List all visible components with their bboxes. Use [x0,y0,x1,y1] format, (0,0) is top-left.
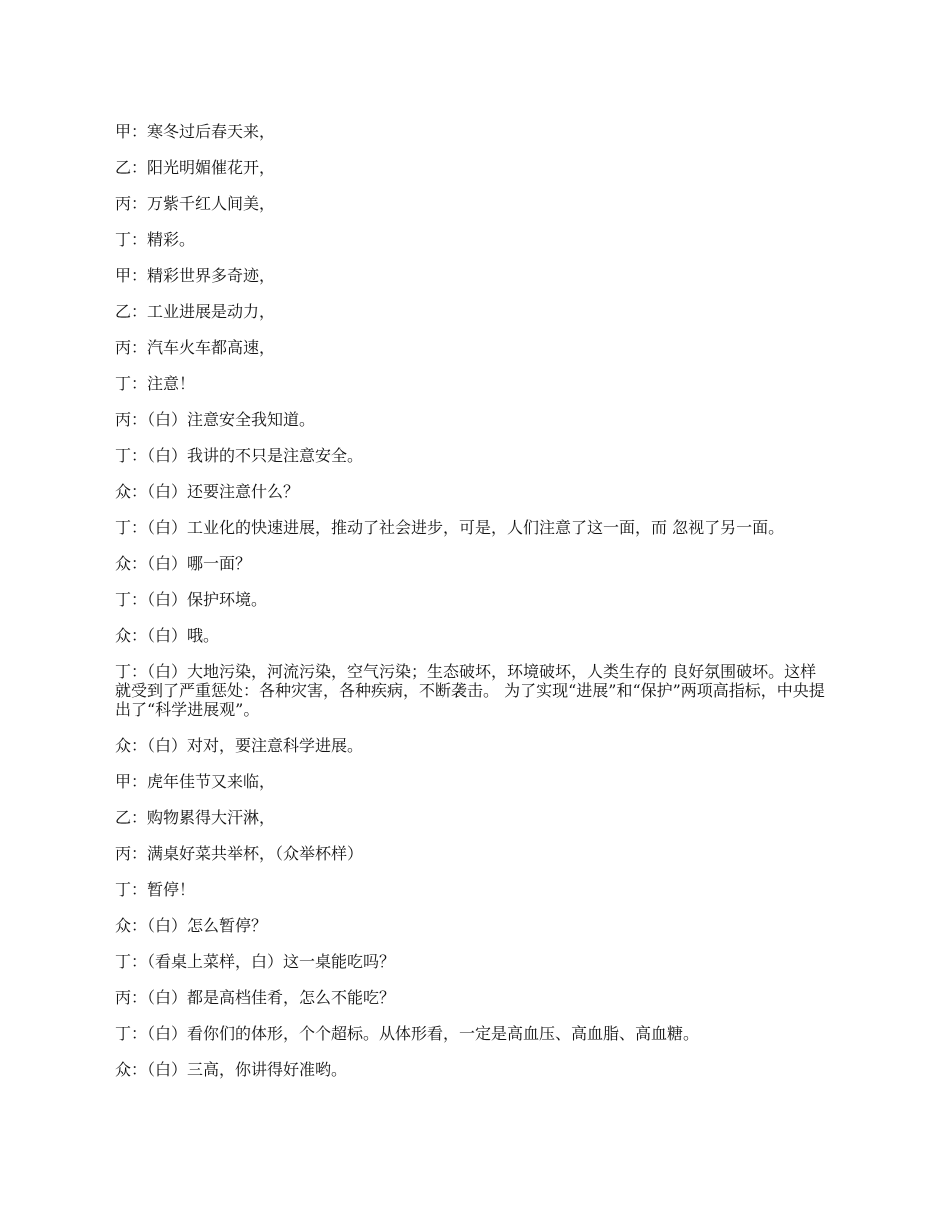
script-line: 乙：工业进展是动力， [115,302,276,321]
script-line: 乙：阳光明媚催花开， [115,158,276,177]
script-line: 甲：寒冬过后春天来， [115,122,276,141]
script-line: 甲：虎年佳节又来临， [115,772,276,791]
script-line: 众：（白）三高，你讲得好准哟。 [115,1060,348,1079]
script-line: 众：（白）还要注意什么？ [115,482,300,501]
script-line: 丙：（白）都是高档佳肴，怎么不能吃？ [115,988,396,1007]
script-line: 丁：注意！ [115,374,196,393]
script-line: 丁：（白）工业化的快速进展，推动了社会进步，可是，人们注意了这一面，而 忽视了另一面。 [115,518,785,537]
script-line: 丙：汽车火车都高速， [115,338,276,357]
script-line: 丁：（看桌上菜样，白）这一桌能吃吗？ [115,952,396,971]
script-line: 丙：（白）注意安全我知道。 [115,410,316,429]
script-line: 丁：（白）保护环境。 [115,590,268,609]
script-line: 众：（白）哪一面？ [115,554,252,573]
script-line: 丁：（白）看你们的体形，个个超标。从体形看，一定是高血压、高血脂、高血糖。 [115,1024,700,1043]
script-line: 丁：（白）大地污染，河流污染，空气污染；生态破坏，环境破坏，人类生存的 良好氛围破坏。这样就受到了严重惩处：各种灾害，各种疾病，不断袭击。 为了实现“进展”和“保护”两项高指标，中央提出了“科学进展观”。 [115,662,825,719]
script-line: 甲：精彩世界多奇迹， [115,266,276,285]
script-line: 众：（白）怎么暂停？ [115,916,268,935]
script-line: 丁：精彩。 [115,230,196,249]
script-line: 众：（白）对对，要注意科学进展。 [115,736,364,755]
document-page [115,122,827,1096]
script-line: 丙：万紫千红人间美， [115,194,276,213]
script-line: 乙：购物累得大汗淋， [115,808,276,827]
script-line: 丙：满桌好菜共举杯，（众举杯样） [115,844,364,863]
script-line: 众：（白）哦。 [115,626,220,645]
script-line: 丁：（白）我讲的不只是注意安全。 [115,446,364,465]
script-line: 丁：暂停！ [115,880,196,899]
